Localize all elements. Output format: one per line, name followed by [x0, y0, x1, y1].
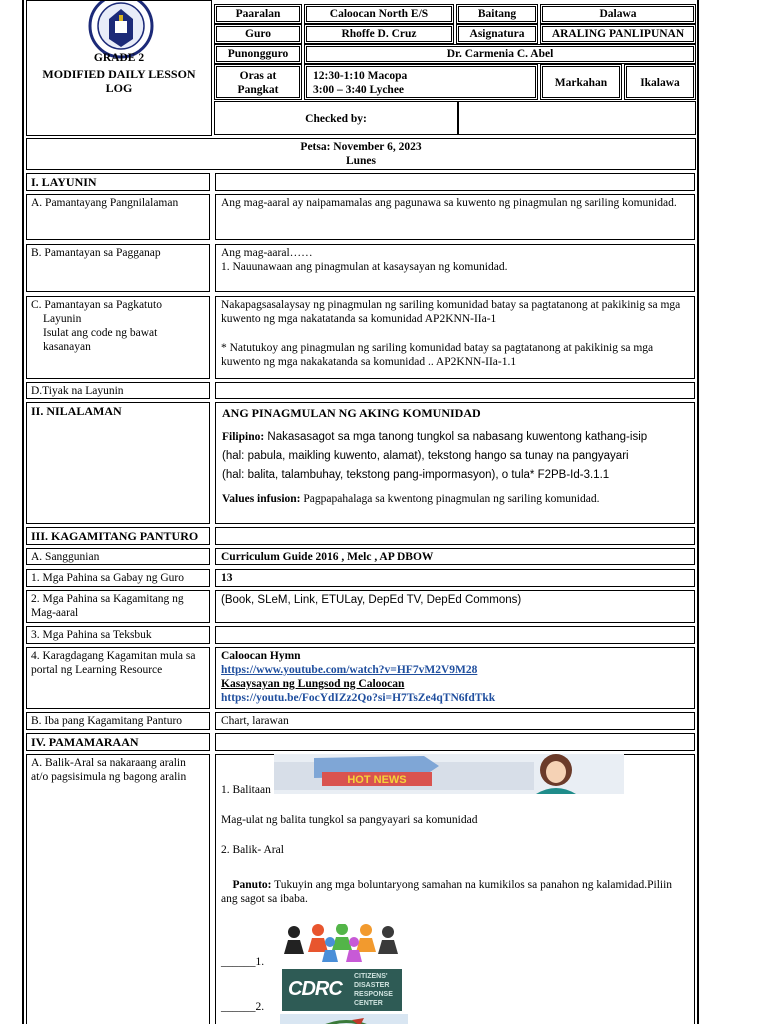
day-text: Lunes: [345, 155, 377, 167]
pamamaraan-blank: [215, 733, 695, 751]
title-cell: [26, 0, 212, 136]
section-nilalaman: II. NILALAMAN: [26, 402, 210, 524]
balik-aral-label: A. Balik-Aral sa nakaraang aralin at/o pagsisimula ng bagong aralin: [26, 754, 210, 1024]
oras-value-line-2: 3:00 – 3:40 Lychee: [313, 84, 405, 96]
balitaan-label: 1. Balitaan: [221, 784, 271, 796]
pagkatuto-line-4: kasanayan: [43, 341, 91, 353]
hot-news-banner: [274, 754, 624, 794]
hymn-link[interactable]: https://www.youtube.com/watch?v=HF7vM2V9M28: [221, 664, 478, 676]
oras-value: [304, 64, 538, 100]
pagganap-line-1: Ang mag-aaral……: [221, 247, 313, 259]
oras-label: [214, 64, 302, 100]
pagkatuto-objective-2: * Natutukoy ang pinagmulan ng sariling komunidad batay sa pagtatanong at pakikinig sa mga kuwento ng mga nakakatanda sa komunidad .. AP2KNN-IIa-1.1: [221, 342, 654, 368]
kagamitang-mag-aaral-label: 2. Mga Pahina sa Kagamitang ng Mag-aaral: [26, 590, 210, 623]
nilalaman-topic: ANG PINAGMULAN NG AKING KOMUNIDAD: [222, 406, 481, 420]
baitang-value: Dalawa: [540, 4, 696, 24]
pagganap-line-2: 1. Nauunawaan ang pinagmulan at kasaysayan ng komunidad.: [221, 261, 508, 273]
balik-aral-content: [215, 754, 695, 1024]
doc-title-line-2: LOG: [105, 81, 133, 95]
asignatura-value: ARALING PANLIPUNAN: [540, 24, 696, 44]
pagkatuto-line-1: C. Pamantayan sa Pagkatuto: [31, 299, 162, 311]
markahan-label: Markahan: [540, 64, 622, 100]
filipino-text-2: (hal: pabula, maikling kuwento, alamat), tekstong hango sa tunay na pangyayari: [222, 450, 629, 462]
tiyak-na-layunin-label: D.Tiyak na Layunin: [26, 382, 210, 399]
filipino-text-3: (hal: balita, talambuhay, tekstong pang-impormasyon), o tula* F2PB-Id-3.1.1: [222, 469, 610, 481]
pagkatuto-line-2: Layunin: [43, 313, 82, 325]
section-pamamaraan: IV. PAMAMARAAN: [26, 733, 210, 751]
kasaysayan-title: Kasaysayan ng Lungsod ng Caloocan: [221, 678, 405, 690]
hymn-title: Caloocan Hymn: [221, 650, 301, 662]
karagdagang-kagamitan-value: [215, 647, 695, 709]
iba-pang-kagamitan-value: Chart, larawan: [215, 712, 695, 730]
gabay-guro-value: 13: [215, 569, 695, 587]
sanggunian-value: Curriculum Guide 2016 , Melc , AP DBOW: [215, 548, 695, 565]
kagamitan-blank: [215, 527, 695, 545]
oras-value-line-1: 12:30-1:10 Macopa: [313, 70, 408, 82]
cdrc-word-3: RESPONSE: [354, 991, 393, 998]
punongguro-value: Dr. Carmenia C. Abel: [304, 44, 696, 64]
nilalaman-content: [215, 402, 695, 524]
tiyak-na-layunin-value: [215, 382, 695, 399]
pamantayan-pagganap-label: B. Pamantayan sa Pagganap: [26, 244, 210, 292]
pamantayan-pagganap-value: [215, 244, 695, 292]
checked-by-value: [458, 101, 696, 135]
punongguro-label: Punongguro: [214, 44, 302, 64]
guro-label: Guro: [214, 24, 302, 44]
cdrc-word-2: DISASTER: [354, 982, 390, 989]
values-infusion: [222, 492, 688, 506]
pamantayang-pangnilalaman-value: Ang mag-aaral ay naipamamalas ang pagunawa sa kuwento ng pinagmulan ng sariling komunidad.: [215, 194, 695, 240]
cdrc-word-1: CITIZENS': [354, 973, 388, 980]
panuto-label: Panuto:: [232, 879, 272, 891]
cdrc-logo: [282, 969, 402, 1011]
answer-item-2: ______2.: [221, 1001, 265, 1013]
hot-news-text: HOT NEWS: [347, 774, 407, 786]
iba-pang-kagamitan-label: B. Iba pang Kagamitang Panturo: [26, 712, 210, 730]
sanggunian-label: A. Sanggunian: [26, 548, 210, 565]
oras-label-line-2: Pangkat: [237, 84, 279, 96]
kasaysayan-link[interactable]: https://youtu.be/FocYdIZz2Qo?si=H7TsZe4qTN6fdTkk: [221, 692, 496, 704]
pagkatuto-objective-1: Nakapagsasalaysay ng pinagmulan ng sariling komunidad batay sa pagtatanong at pakikinig sa mga kuwento ng mga nakatatanda sa komunidad AP2KNN-IIa-1: [221, 299, 681, 325]
panuto-text: Tukuyin ang mga boluntaryong samahan na kumikilos sa panahon ng kalamidad.Piliin ang sagot sa ibaba.: [221, 879, 673, 905]
section-layunin: I. LAYUNIN: [26, 173, 210, 191]
filipino-text-1: Nakasasagot sa mga tanong tungkol sa nabasang kuwentong kathang-isip: [264, 431, 648, 443]
values-text: Pagpapahalaga sa kwentong pinagmulan ng sariling komunidad.: [300, 493, 600, 505]
layunin-blank: [215, 173, 695, 191]
date-header: [26, 138, 696, 170]
values-label: Values infusion:: [222, 493, 301, 505]
doc-title-line-1: MODIFIED DAILY LESSON: [42, 67, 196, 81]
cdrc-words: [354, 972, 393, 1008]
hot-news-banner-image: [274, 754, 624, 794]
section-kagamitan: III. KAGAMITANG PANTURO: [26, 527, 210, 545]
asignatura-label: Asignatura: [456, 24, 538, 44]
pamantayang-pangnilalaman-label: A. Pamantayang Pangnilalaman: [26, 194, 210, 240]
cdrc-word-4: CENTER: [354, 1000, 383, 1007]
lesson-log-page: [22, 0, 699, 1024]
date-text: Petsa: November 6, 2023: [300, 141, 422, 153]
pagkatuto-line-3: Isulat ang code ng bawat: [43, 327, 158, 339]
oras-label-line-1: Oras at: [239, 70, 277, 82]
mag-ulat-text: Mag-ulat ng balita tungkol sa pangyayari sa komunidad: [221, 814, 478, 826]
panuto: [221, 878, 681, 906]
baitang-label: Baitang: [456, 4, 538, 24]
pamantayan-pagkatuto-label: [26, 296, 210, 379]
paaralan-value: Caloocan North E/S: [304, 4, 454, 24]
volunteer-group-icon: [280, 924, 404, 964]
checked-by-label: Checked by:: [214, 101, 458, 135]
answer-item-1: ______1.: [221, 956, 265, 968]
karagdagang-kagamitan-label: 4. Karagdagang Kagamitan mula sa portal ng Learning Resource: [26, 647, 210, 709]
markahan-value: Ikalawa: [624, 64, 696, 100]
kagamitang-mag-aaral-value: (Book, SLeM, Link, ETULay, DepEd TV, DepEd Commons): [215, 590, 695, 623]
teksbuk-label: 3. Mga Pahina sa Teksbuk: [26, 626, 210, 644]
filipino-label: Filipino:: [222, 431, 265, 443]
gabay-guro-label: 1. Mga Pahina sa Gabay ng Guro: [26, 569, 210, 587]
teksbuk-value: [215, 626, 695, 644]
third-logo-image: [280, 1014, 408, 1024]
balik-aral-item: 2. Balik- Aral: [221, 844, 284, 856]
cdrc-letters: CDRC: [288, 978, 342, 1000]
grade-label: GRADE 2: [93, 52, 145, 64]
pamantayan-pagkatuto-value: [215, 296, 695, 379]
paaralan-label: Paaralan: [214, 4, 302, 24]
filipino-integration: [222, 428, 688, 485]
guro-value: Rhoffe D. Cruz: [304, 24, 454, 44]
